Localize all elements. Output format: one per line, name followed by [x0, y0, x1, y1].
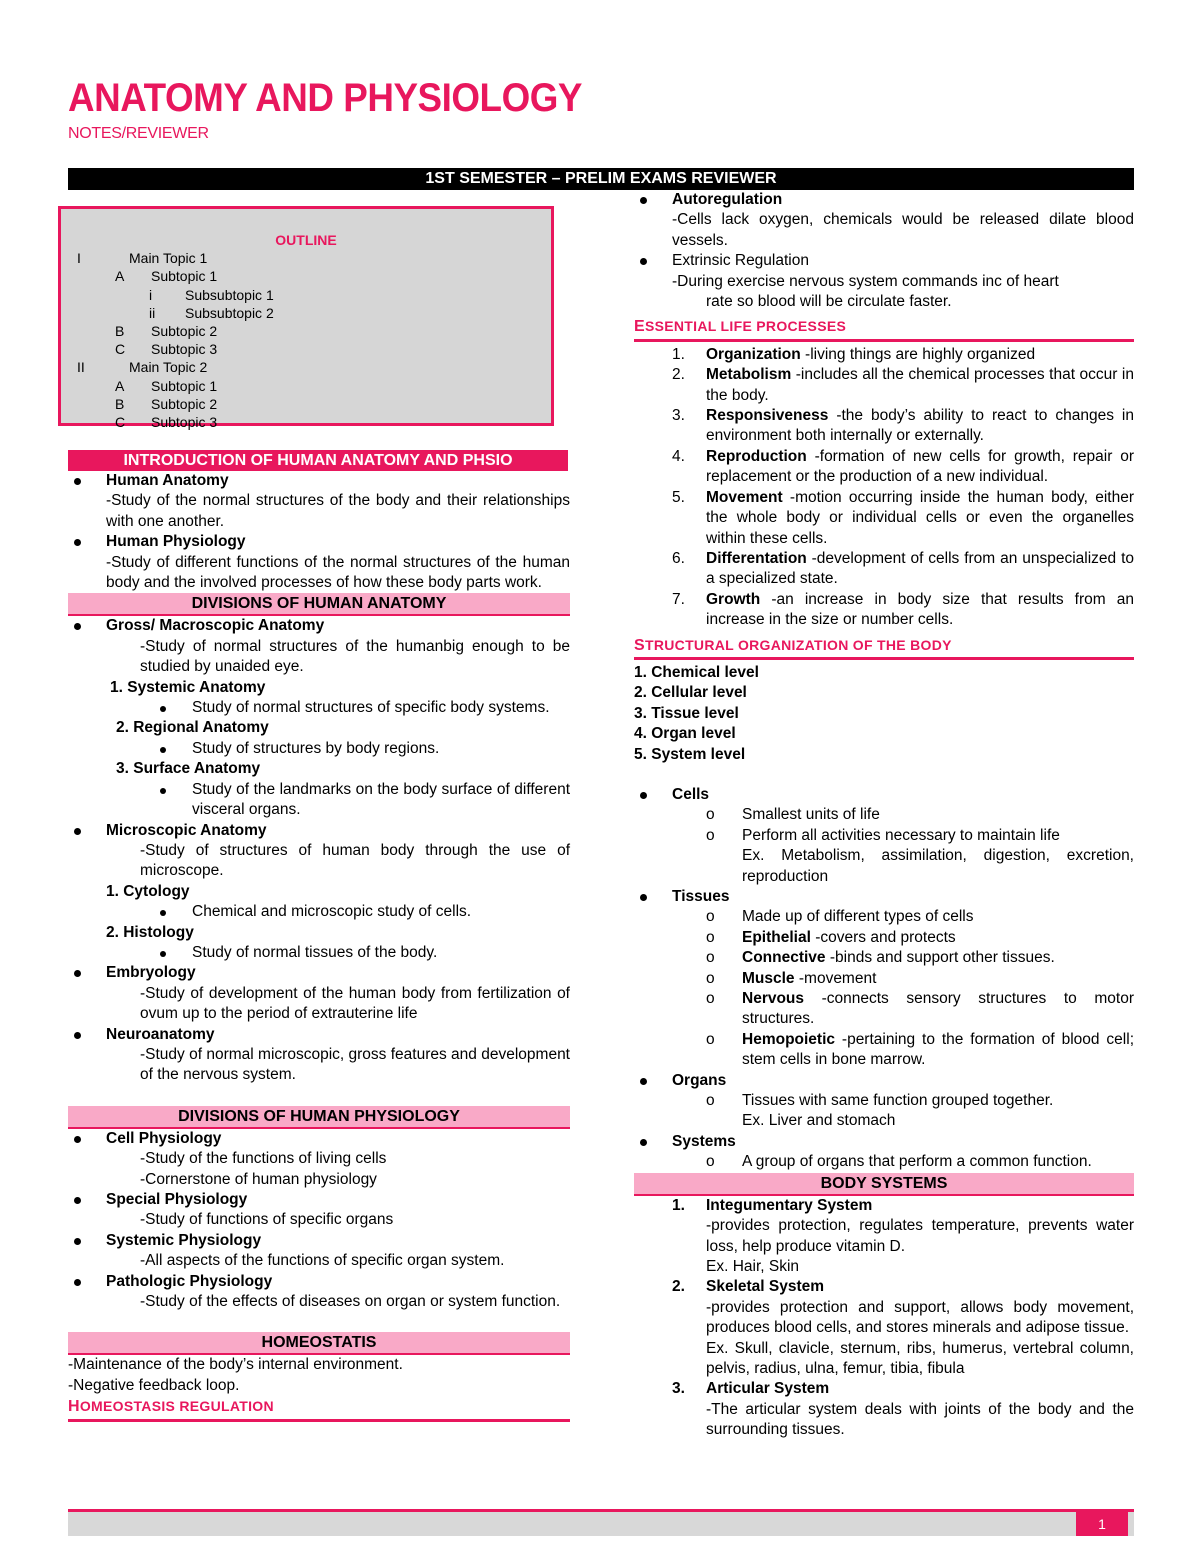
outline-row [77, 413, 551, 431]
physiology-divisions-heading: DIVISIONS OF HUMAN PHYSIOLOGY [68, 1106, 570, 1129]
outline-row [77, 377, 551, 395]
outline-row-number: C [115, 341, 126, 358]
outline-row [77, 395, 551, 413]
life-processes-list [634, 345, 1134, 631]
cells-term: Cells [634, 785, 1134, 805]
extrinsic-regulation-term: Extrinsic Regulation [634, 251, 1134, 271]
body-system-number: 1. [672, 1196, 685, 1214]
outline-row-text: Subtopic 1 [151, 377, 218, 394]
life-process-number: 2. [672, 366, 685, 384]
life-process-term: Responsiveness [706, 407, 829, 425]
left-column [68, 206, 570, 1422]
body-system-term: Articular System [706, 1380, 830, 1398]
systemic-anatomy-desc: Study of normal structures of specific body systems. [68, 698, 570, 718]
page-number: 1 [1076, 1512, 1128, 1536]
body-system-item [634, 1196, 1134, 1278]
life-process-item [634, 590, 1134, 631]
right-column [634, 190, 1134, 1441]
outline-row [77, 340, 551, 358]
intro-item-physiology-term: Human Physiology [68, 532, 570, 552]
life-processes-heading: ESSENTIAL LIFE PROCESSES [634, 316, 1134, 341]
outline-row-number: B [115, 395, 125, 412]
life-process-term: Movement [706, 488, 783, 506]
systems-term: Systems [634, 1132, 1134, 1152]
life-process-term: Growth [706, 590, 761, 608]
body-system-item [634, 1379, 1134, 1440]
systemic-physiology-desc: -All aspects of the functions of specific organ system. [140, 1252, 505, 1270]
life-process-number: 6. [672, 549, 685, 567]
outline-row-text: Subtopic 2 [151, 395, 218, 412]
cells-point-2: o Perform all activities necessary to maintain life [706, 826, 1060, 844]
outline-row [77, 286, 551, 304]
homeostasis-regulation-heading: HOMEOSTASIS REGULATION [68, 1396, 570, 1421]
life-process-desc: -motion occurring inside the human body, either the whole body or individual cells or even the organelles within these cells. [706, 488, 1134, 547]
extrinsic-regulation-desc-1: -During exercise nervous system commands inc of heart [672, 272, 1059, 290]
outline-row [77, 322, 551, 340]
life-process-item [634, 488, 1134, 549]
footer-bar [68, 1509, 1134, 1536]
outline-row [77, 358, 551, 376]
life-process-item [634, 406, 1134, 447]
body-system-example: Ex. Skull, clavicle, sternum, ribs, humerus, vertebral column, pelvis, radius, ulna, femur, tibia, fibula [706, 1339, 1134, 1377]
outline-row-text: Subsubtopic 1 [185, 286, 274, 303]
neuroanatomy-desc: -Study of normal microscopic, gross features and development of the nervous system. [140, 1045, 570, 1084]
special-physiology-term: Special Physiology [68, 1190, 570, 1210]
document-title: ANATOMY AND PHYSIOLOGY [68, 76, 582, 120]
tissue-muscle: o Muscle -movement [706, 969, 877, 987]
tissue-connective: o Connective -binds and support other tissues. [706, 949, 1055, 967]
cells-point-1: o Smallest units of life [706, 806, 880, 824]
histology-label: 2. Histology [106, 923, 194, 941]
systems-point-1: o A group of organs that perform a common function. [706, 1153, 1092, 1171]
intro-item-physiology-desc: -Study of different functions of the normal structures of the human body and the involved processes of how these body parts work. [106, 553, 570, 592]
life-process-desc: -living things are highly organized [800, 345, 1036, 363]
tissue-nervous: o Nervous -connects sensory structures to motor structures. [706, 990, 1134, 1028]
tissue-hemopoietic: o Hemopoietic -pertaining to the formation of blood cell; stem cells in bone marrow. [706, 1030, 1134, 1069]
life-process-number: 7. [672, 590, 685, 608]
cells-point-3: Ex. Metabolism, assimilation, digestion, excretion, reproduction [742, 847, 1134, 885]
organs-point-1: o Tissues with same function grouped together. [706, 1092, 1054, 1110]
pathologic-physiology-desc: -Study of the effects of diseases on organ or system function. [140, 1293, 561, 1311]
life-process-item [634, 345, 1134, 365]
body-system-number: 3. [672, 1380, 685, 1398]
level-cellular: 2. Cellular level [634, 684, 747, 702]
level-organ: 4. Organ level [634, 725, 736, 743]
gross-anatomy-term: Gross/ Macroscopic Anatomy [68, 616, 570, 636]
life-process-desc: -the body’s ability to react to changes in environment both internally or externally. [706, 407, 1134, 445]
life-process-item [634, 365, 1134, 406]
autoregulation-desc: -Cells lack oxygen, chemicals would be released dilate blood vessels. [672, 211, 1134, 249]
gross-anatomy-desc: -Study of normal structures of the humanbig enough to be studied by unaided eye. [140, 637, 570, 676]
special-physiology-desc: -Study of functions of specific organs [140, 1211, 394, 1229]
surface-anatomy-desc: Study of the landmarks on the body surface of different visceral organs. [68, 780, 570, 821]
life-process-desc: -includes all the chemical processes that occur in the body. [706, 366, 1134, 404]
life-process-term: Metabolism [706, 366, 792, 384]
life-process-number: 3. [672, 407, 685, 425]
outline-box [58, 206, 554, 430]
body-system-term: Skeletal System [706, 1278, 825, 1296]
systemic-physiology-term: Systemic Physiology [68, 1231, 570, 1251]
outline-row [77, 249, 551, 267]
outline-row-number: A [115, 377, 125, 394]
outline-row [77, 304, 551, 322]
life-process-desc: -development of cells from an unspecialized to a specialized state. [706, 549, 1134, 588]
tissue-epithelial: o Epithelial -covers and protects [706, 928, 956, 946]
life-process-desc: -formation of new cells for growth, repair or replacement or the production of a new individual. [706, 447, 1134, 486]
life-process-desc: -an increase in body size that results from an increase in the size or number cells. [706, 590, 1134, 629]
outline-row-number: A [115, 268, 125, 285]
embryology-desc: -Study of development of the human body from fertilization of ovum up to the period of extrauterine life [140, 984, 570, 1023]
regional-anatomy-desc: Study of structures by body regions. [68, 739, 570, 759]
body-system-example: Ex. Hair, Skin [706, 1257, 800, 1275]
life-process-term: Organization [706, 345, 801, 363]
structural-organization-heading: STRUCTURAL ORGANIZATION OF THE BODY [634, 635, 1134, 660]
neuroanatomy-term: Neuroanatomy [68, 1025, 570, 1045]
life-process-item [634, 549, 1134, 590]
surface-anatomy-label: 3. Surface Anatomy [116, 760, 261, 778]
outline-title: OUTLINE [275, 232, 337, 248]
outline-row-number: B [115, 322, 125, 339]
outline-row-number: I [77, 250, 81, 267]
microscopic-anatomy-term: Microscopic Anatomy [68, 821, 570, 841]
outline-row-text: Subtopic 2 [151, 322, 218, 339]
level-tissue: 3. Tissue level [634, 704, 739, 722]
life-process-number: 1. [672, 345, 685, 363]
outline-list [77, 249, 551, 431]
cell-physiology-desc-1: -Study of the functions of living cells [140, 1150, 387, 1168]
homeostatis-heading: HOMEOSTATIS [68, 1332, 570, 1355]
level-chemical: 1. Chemical level [634, 663, 759, 681]
outline-row-number: i [149, 286, 153, 303]
homeostatis-line-1: -Maintenance of the body’s internal environment. [68, 1356, 403, 1374]
body-system-term: Integumentary System [706, 1196, 873, 1214]
cell-physiology-term: Cell Physiology [68, 1129, 570, 1149]
histology-desc: Study of normal tissues of the body. [68, 943, 570, 963]
outline-row-number: II [77, 359, 85, 376]
regional-anatomy-label: 2. Regional Anatomy [116, 719, 269, 737]
pathologic-physiology-term: Pathologic Physiology [68, 1272, 570, 1292]
cytology-desc: Chemical and microscopic study of cells. [68, 902, 570, 922]
cell-physiology-desc-2: -Cornerstone of human physiology [140, 1170, 377, 1188]
organs-point-2: Ex. Liver and stomach [742, 1112, 896, 1130]
outline-row-text: Subsubtopic 2 [185, 304, 274, 321]
outline-row-text: Main Topic 2 [129, 359, 208, 376]
outline-row-text: Subtopic 3 [151, 341, 218, 358]
outline-row [77, 267, 551, 285]
cytology-label: 1. Cytology [106, 882, 190, 900]
tissues-term: Tissues [634, 887, 1134, 907]
systemic-anatomy-label: 1. Systemic Anatomy [110, 678, 266, 696]
body-systems-heading: BODY SYSTEMS [634, 1173, 1134, 1196]
tissues-point-1: o Made up of different types of cells [706, 908, 974, 926]
document-subtitle: NOTES/REVIEWER [68, 125, 209, 142]
organs-term: Organs [634, 1071, 1134, 1091]
homeostatis-line-2: -Negative feedback loop. [68, 1376, 240, 1394]
intro-item-anatomy-term: Human Anatomy [68, 471, 570, 491]
outline-row-number: C [115, 413, 126, 430]
extrinsic-regulation-desc-2: rate so blood will be circulate faster. [706, 293, 952, 311]
intro-item-anatomy-desc: -Study of the normal structures of the body and their relationships with one another. [106, 492, 570, 530]
semester-banner: 1ST SEMESTER – PRELIM EXAMS REVIEWER [68, 168, 1134, 190]
outline-row-text: Subtopic 1 [151, 268, 218, 285]
body-system-desc: -provides protection and support, allows body movement, produces blood cells, and stores minerals and adipose tissue. [706, 1298, 1134, 1337]
life-process-number: 5. [672, 488, 685, 506]
life-process-item [634, 447, 1134, 488]
outline-row-text: Subtopic 3 [151, 413, 218, 430]
body-system-number: 2. [672, 1278, 685, 1296]
anatomy-divisions-heading: DIVISIONS OF HUMAN ANATOMY [68, 593, 570, 616]
life-process-term: Differentation [706, 549, 807, 567]
body-system-desc: -provides protection, regulates temperature, prevents water loss, help produce vitamin D. [706, 1217, 1134, 1255]
body-system-desc: -The articular system deals with joints of the body and the surrounding tissues. [706, 1400, 1134, 1439]
level-system: 5. System level [634, 745, 746, 763]
autoregulation-term: Autoregulation [634, 190, 1134, 210]
outline-row-text: Main Topic 1 [129, 250, 208, 267]
outline-row-number: ii [149, 304, 156, 321]
body-system-item [634, 1277, 1134, 1379]
body-systems-list [634, 1196, 1134, 1441]
microscopic-anatomy-desc: -Study of structures of human body through the use of microscope. [140, 841, 570, 880]
life-process-number: 4. [672, 447, 685, 465]
embryology-term: Embryology [68, 963, 570, 983]
life-process-term: Reproduction [706, 447, 807, 465]
intro-heading: INTRODUCTION OF HUMAN ANATOMY AND PHSIO [68, 450, 568, 471]
